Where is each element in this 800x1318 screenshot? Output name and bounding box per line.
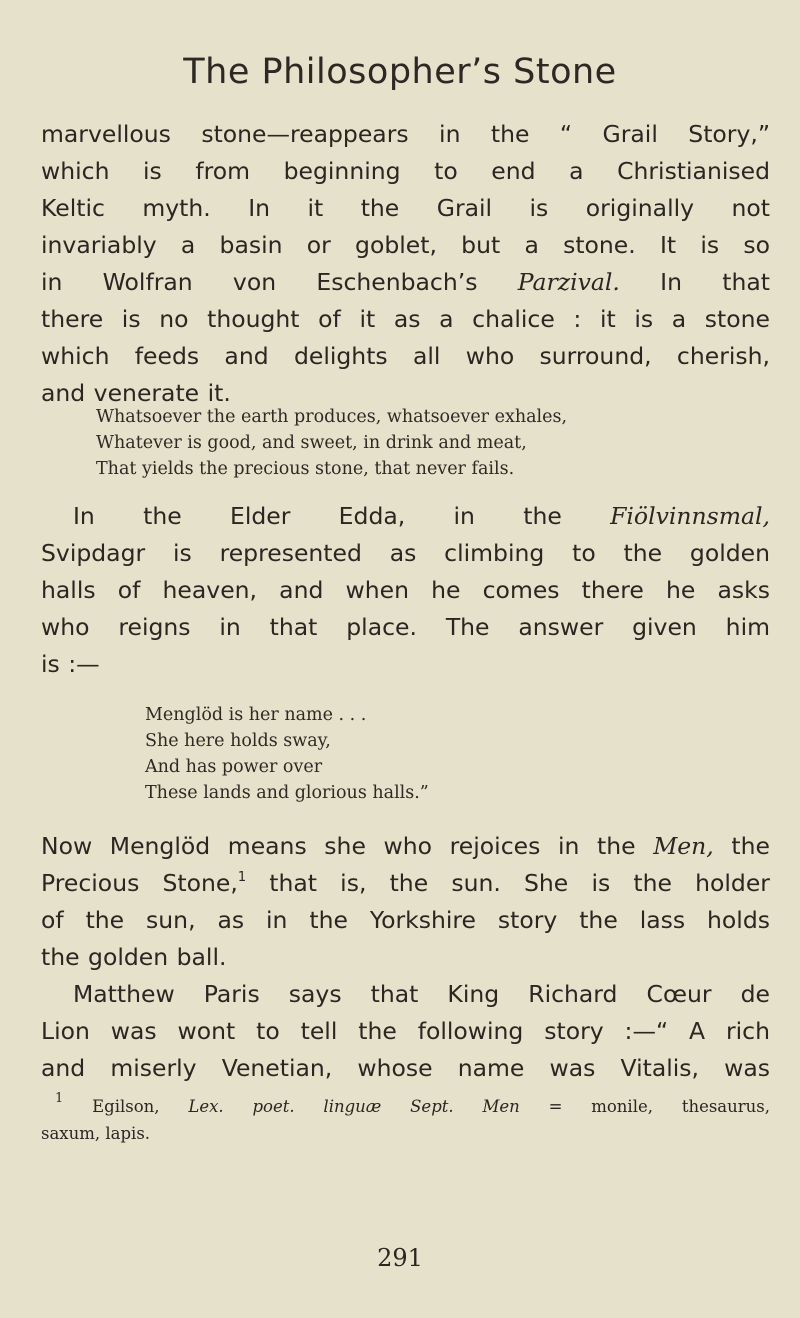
verse-quotation-grail [96, 404, 567, 482]
term-men: Men, [653, 832, 714, 860]
text-line: is :— [41, 650, 100, 678]
text-line: in Wolfran von Eschenbach’s Parzival. In that [41, 268, 770, 296]
text-line: which is from beginning to end a Christianised [41, 157, 770, 185]
text-line: halls of heaven, and when he comes there he asks [41, 576, 770, 604]
running-head: The Philosopher’s Stone [183, 52, 617, 92]
footnote-line: $^1$ Egilson, Lex. poet. linguæ Sept. Men = monile, thesaurus, [55, 1091, 770, 1116]
text-line: Keltic myth. In it the Grail is originally not [41, 194, 770, 222]
verse-line: These lands and glorious halls.” [145, 783, 429, 803]
page-number: 291 [377, 1244, 423, 1272]
text-line: marvellous stone—reappears in the “ Grail Story,” [41, 120, 770, 148]
text-line: who reigns in that place. The answer given him [41, 613, 770, 641]
text-line: Matthew Paris says that King Richard Cœur de [73, 980, 770, 1008]
text-line: Svipdagr is represented as climbing to the golden [41, 539, 770, 567]
text-line: Now Menglöd means she who rejoices in the Men, the [41, 832, 770, 860]
text-line: of the sun, as in the Yorkshire story the lass holds [41, 906, 770, 934]
verse-quotation-menglod [145, 702, 429, 806]
text-line: the golden ball. [41, 943, 227, 971]
paragraph-matthew-paris [41, 976, 770, 1087]
text-line: and miserly Venetian, whose name was Vitalis, was [41, 1054, 770, 1082]
text-line: In the Elder Edda, in the Fiölvinnsmal, [73, 502, 770, 530]
paragraph-edda [41, 498, 770, 683]
paragraph-menglod [41, 828, 770, 976]
text-line: Lion was wont to tell the following story :—“ A rich [41, 1017, 770, 1045]
paragraph-grail [41, 116, 770, 412]
title-parzival: Parzival. [517, 268, 620, 296]
text-line: invariably a basin or goblet, but a stone. It is so [41, 231, 770, 259]
verse-line: Whatever is good, and sweet, in drink and meat, [96, 433, 527, 453]
footnote-line: saxum, lapis. [41, 1124, 151, 1143]
text-line: there is no thought of it as a chalice : it is a stone [41, 305, 770, 333]
text-line: and venerate it. [41, 379, 231, 407]
text-line: Precious Stone,$^1$ that is, the sun. She is the holder [41, 869, 770, 897]
footnote-work: Lex. poet. linguæ Sept. Men [188, 1097, 520, 1116]
footnote-number: 1 [55, 1091, 64, 1106]
verse-line: That yields the precious stone, that never fails. [96, 459, 515, 479]
title-fiolvinnsmal: Fiölvinnsmal, [610, 502, 770, 530]
footnote [41, 1093, 770, 1147]
verse-line: Whatsoever the earth produces, whatsoever exhales, [96, 407, 568, 427]
verse-line: Menglöd is her name . . . [145, 705, 367, 725]
footnote-ref[interactable]: 1 [237, 870, 247, 885]
text-line: which feeds and delights all who surround, cherish, [41, 342, 770, 370]
verse-line: She here holds sway, [145, 731, 331, 751]
verse-line: And has power over [145, 757, 323, 777]
